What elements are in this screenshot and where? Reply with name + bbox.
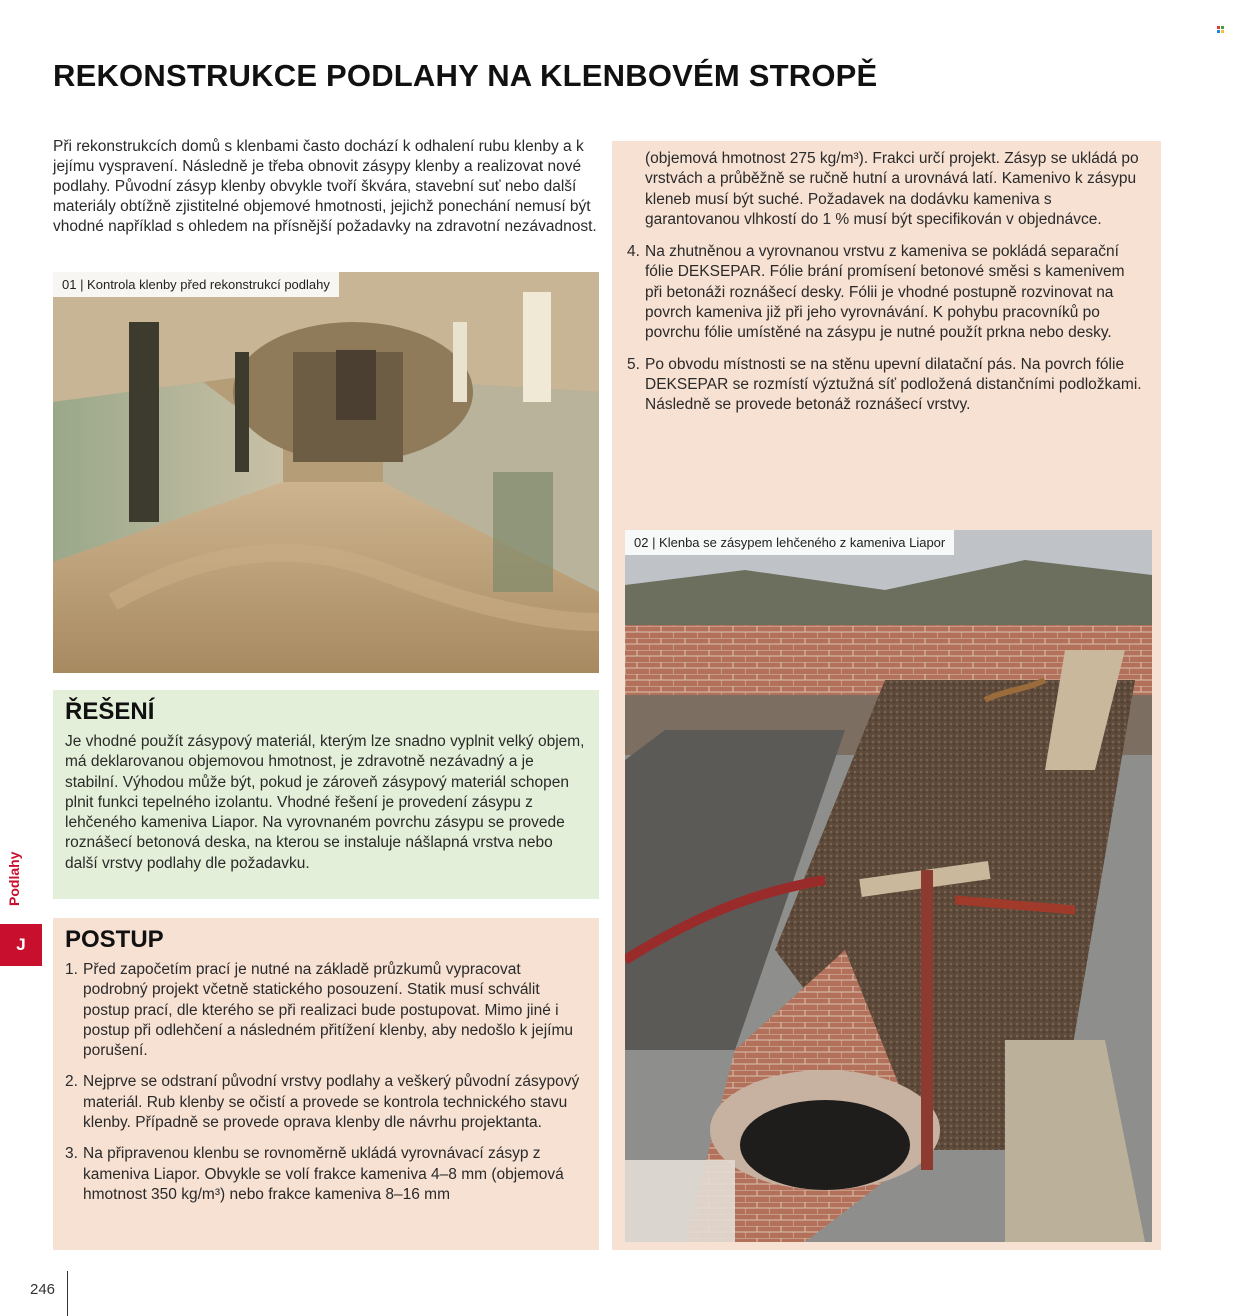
photo-caption: 01 | Kontrola klenby před rekonstrukcí podlahy xyxy=(53,272,339,297)
step-text: Po obvodu místnosti se na stěnu upevní dilatační pás. Na povrch fólie DEKSEPAR se rozmístí výztužná síť podložená distančními podložkami. Následně se provede betonáž roznášecí vrstvy. xyxy=(645,355,1142,414)
step-number: 3. xyxy=(65,1145,78,1163)
photo-vault-liapor-fill xyxy=(625,530,1152,1242)
photo-caption: 02 | Klenba se zásypem lehčeného z kameniva Liapor xyxy=(625,530,954,555)
page-title: REKONSTRUKCE PODLAHY NA KLENBOVÉM STROPĚ xyxy=(53,58,878,93)
step-number: 2. xyxy=(65,1073,78,1091)
chapter-tab-letter: J xyxy=(0,924,42,966)
step-number: 4. xyxy=(627,243,640,261)
procedure-box xyxy=(53,918,599,1250)
step-number: 5. xyxy=(627,355,640,373)
intro-paragraph: Při rekonstrukcích domů s klenbami často dochází k odhalení rubu klenby a k jejímu vyspravení. Následně je třeba obnovit zásypy klenby a realizovat nové podlahy. Původní zásyp klenby obvykle tvoří škvára, stavební suť nebo další materiály obtížně zjistitelné objemové hmotnosti, jejichž ponechání nemusí být vhodné například s ohledem na přísnější požadavky na zdravotní nezávadnost. xyxy=(53,138,597,235)
procedure-heading: POSTUP xyxy=(65,926,164,953)
solution-text: Je vhodné použít zásypový materiál, kterým lze snadno vyplnit velký objem, má deklarovanou objemovou hmotnost, je zdravotně nezávadný a je stabilní. Výhodou může být, pokud je zároveň zásypový materiál schopen plnit funkci tepelného izolantu. Vhodné řešení je provedení zásypu z lehčeného kameniva Liapor. Na vyrovnaném povrchu zásypu se provede roznášecí betonová deska, na kterou se instaluje nášlapná vrstva nebo další vrstvy podlahy dle požadavku. xyxy=(65,733,585,872)
continuation-paragraph: (objemová hmotnost 275 kg/m³). Frakci určí projekt. Zásyp se ukládá po vrstvách a průběžně se ručně hutní a urovnává latí. Kamenivo k zásypu kleneb musí být suché. Požadavek na dodávku kameniva s garantovanou vlhkostí do 1 % musí být specifikován v objednávce. xyxy=(645,150,1139,228)
step-text: Před započetím prací je nutné na základě průzkumů vypracovat podrobný projekt včetně statického posouzení. Statik musí schválit postup prací, dle kterého se při realizaci bude postupovat. Mimo jiné i postup při odlehčení a následném přitížení klenby, aby nedošlo k jejímu porušení. xyxy=(83,961,573,1060)
procedure-step xyxy=(65,1144,587,1205)
procedure-step xyxy=(65,960,587,1061)
step-number: 1. xyxy=(65,961,78,978)
corner-logo-mark xyxy=(1217,26,1225,34)
step-text: Na zhutněnou a vyrovnanou vrstvu z kameniva se pokládá separační fólie DEKSEPAR. Fólie brání promísení betonové směsi s kamenivem při betonáži roznášecí desky. Fólii je vhodné postupně rozvinovat na povrch kameniva již při jeho vyrovnávání. K pohybu pracovníků po povrchu fólie umístěné na zásypu je nutné použít prkna nebo desky. xyxy=(645,243,1125,342)
vault-fill-image xyxy=(625,530,1152,1242)
chapter-tab-label: Podlahy xyxy=(6,851,22,906)
step-text: Na připravenou klenbu se rovnoměrně ukládá vyrovnávací zásyp z kameniva Liapor. Obvykle se volí frakce kameniva 4–8 mm (objemová hmotnost 350 kg/m³) nebo frakce kameniva 8–16 mm xyxy=(83,1145,564,1203)
page-number-rule xyxy=(67,1271,68,1316)
vault-corridor-image xyxy=(53,272,599,673)
solution-heading: ŘEŠENÍ xyxy=(65,698,155,725)
procedure-step xyxy=(627,242,1142,343)
solution-box xyxy=(53,690,599,899)
page-number: 246 xyxy=(30,1281,56,1298)
photo-vault-inspection xyxy=(53,272,599,673)
procedure-step xyxy=(65,1072,587,1133)
step-text: Nejprve se odstraní původní vrstvy podlahy a veškerý původní zásypový materiál. Rub klenby se očistí a provede se kontrola technického stavu klenby. Případně se provede oprava klenby dle návrhu projektanta. xyxy=(83,1073,580,1132)
procedure-step xyxy=(627,355,1142,416)
